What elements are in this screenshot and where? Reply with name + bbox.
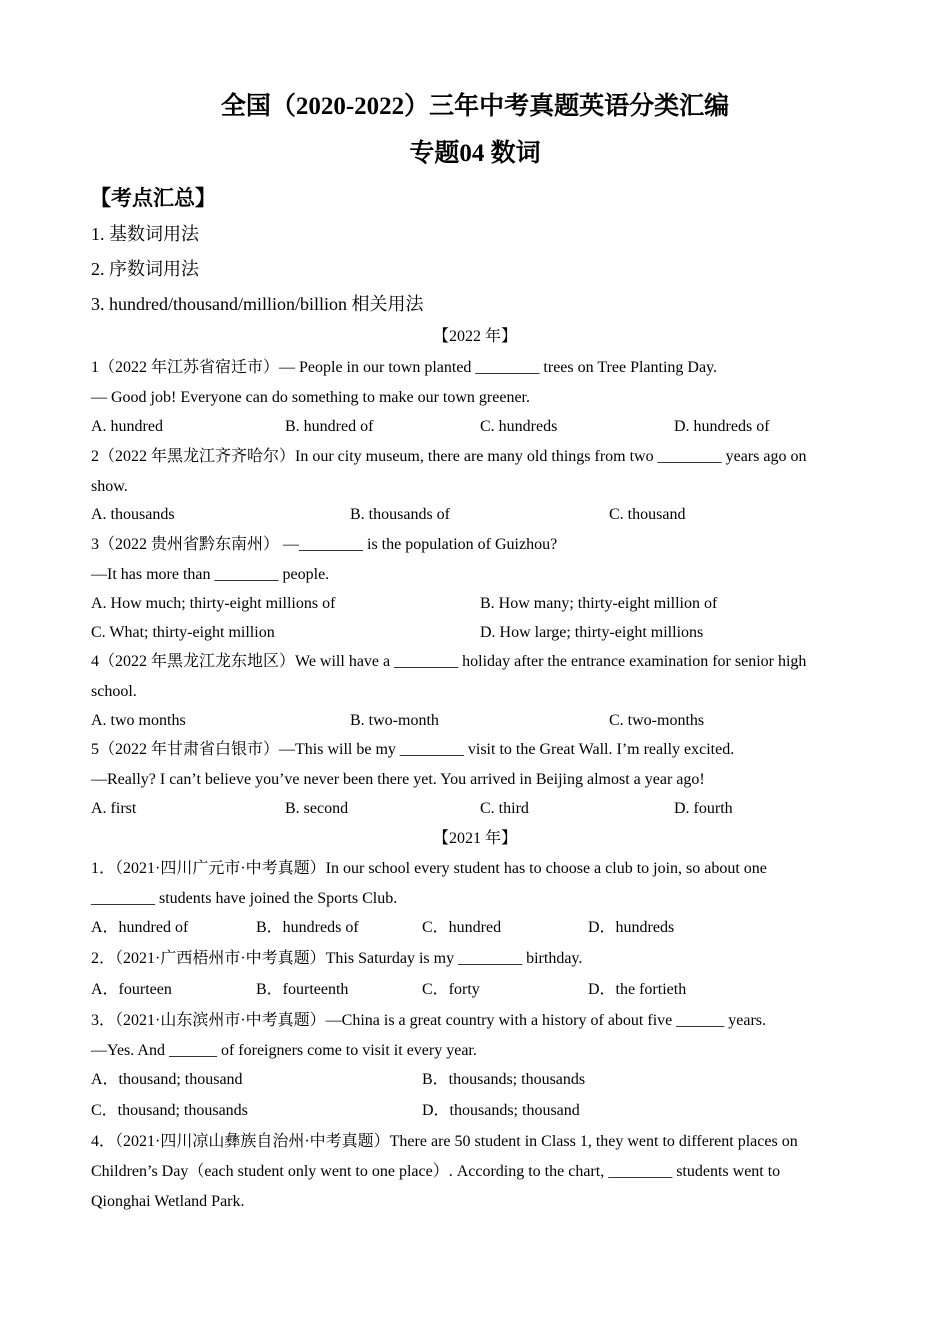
answer-option: B．hundreds of xyxy=(256,919,359,936)
question-line: 3（2022 贵州省黔东南州） —________ is the population of Guizhou? xyxy=(91,536,558,553)
answer-option: C．forty xyxy=(422,981,480,998)
question-line: 4．（2021·四川凉山彝族自治州·中考真题）There are 50 student in Class 1, they went to different places on xyxy=(91,1133,798,1150)
summary-heading: 【考点汇总】 xyxy=(90,186,216,210)
answer-option: D．hundreds xyxy=(588,919,675,936)
question-line: show. xyxy=(91,478,128,495)
question-line: school. xyxy=(91,683,137,700)
document-subtitle: 专题04 数词 xyxy=(409,140,541,167)
answer-option: C. hundreds xyxy=(480,418,558,435)
question-line: 5（2022 年甘肃省白银市）—This will be my ________ visit to the Great Wall. I’m really excited. xyxy=(91,741,735,758)
answer-option: C. What; thirty-eight million xyxy=(91,624,275,641)
answer-option: C．thousand; thousands xyxy=(91,1102,248,1119)
answer-option: A. How much; thirty-eight millions of xyxy=(91,595,336,612)
question-line: Qionghai Wetland Park. xyxy=(91,1193,245,1210)
answer-option: A. two months xyxy=(91,712,186,729)
answer-option: B．fourteenth xyxy=(256,981,349,998)
answer-option: B. How many; thirty-eight million of xyxy=(480,595,718,612)
question-line: 1．（2021·四川广元市·中考真题）In our school every student has to choose a club to join, so about one xyxy=(91,860,767,877)
answer-option: D. How large; thirty-eight millions xyxy=(480,624,704,641)
summary-point-1: 1. 基数词用法 xyxy=(91,224,199,244)
question-line: 1（2022 年江苏省宿迁市）— People in our town planted ________ trees on Tree Planting Day. xyxy=(91,359,718,376)
answer-option: B. two-month xyxy=(350,712,439,729)
answer-option: C．hundred xyxy=(422,919,502,936)
answer-option: A. thousands xyxy=(91,506,175,523)
summary-point-2: 2. 序数词用法 xyxy=(91,259,199,279)
question-line: 2（2022 年黑龙江齐齐哈尔）In our city museum, there are many old things from two ________ years ago on xyxy=(91,448,807,465)
year-2021-heading: 【2021 年】 xyxy=(432,830,517,847)
year-2022-heading: 【2022 年】 xyxy=(432,328,517,345)
question-line: 3．（2021·山东滨州市·中考真题）—China is a great country with a history of about five ______ years. xyxy=(91,1012,767,1029)
answer-option: B. hundred of xyxy=(285,418,374,435)
question-line: — Good job! Everyone can do something to make our town greener. xyxy=(91,389,530,406)
answer-option: A. first xyxy=(91,800,137,817)
question-line: 4（2022 年黑龙江龙东地区）We will have a ________ holiday after the entrance examination for senior high xyxy=(91,653,807,670)
answer-option: A．hundred of xyxy=(91,919,189,936)
answer-option: A．fourteen xyxy=(91,981,172,998)
question-line: 2．（2021·广西梧州市·中考真题）This Saturday is my ________ birthday. xyxy=(91,950,583,967)
answer-option: A. hundred xyxy=(91,418,163,435)
answer-option: C. third xyxy=(480,800,529,817)
summary-point-3: 3. hundred/thousand/million/billion 相关用法 xyxy=(91,294,424,314)
answer-option: B. second xyxy=(285,800,349,817)
answer-option: B．thousands; thousands xyxy=(422,1071,586,1088)
question-line: —It has more than ________ people. xyxy=(91,566,330,583)
question-line: Children’s Day（each student only went to one place）. According to the chart, ________ students went to xyxy=(91,1163,781,1180)
answer-option: D．the fortieth xyxy=(588,981,687,998)
answer-option: C. thousand xyxy=(609,506,686,523)
answer-option: A．thousand; thousand xyxy=(91,1071,243,1088)
question-line: ________ students have joined the Sports Club. xyxy=(91,890,398,907)
question-line: —Yes. And ______ of foreigners come to visit it every year. xyxy=(91,1042,477,1059)
answer-option: B. thousands of xyxy=(350,506,450,523)
answer-option: D. fourth xyxy=(674,800,733,817)
answer-option: C. two-months xyxy=(609,712,705,729)
answer-option: D．thousands; thousand xyxy=(422,1102,580,1119)
question-line: —Really? I can’t believe you’ve never been there yet. You arrived in Beijing almost a year ago! xyxy=(91,771,705,788)
answer-option: D. hundreds of xyxy=(674,418,770,435)
document-title: 全国（2020-2022）三年中考真题英语分类汇编 xyxy=(220,93,730,120)
